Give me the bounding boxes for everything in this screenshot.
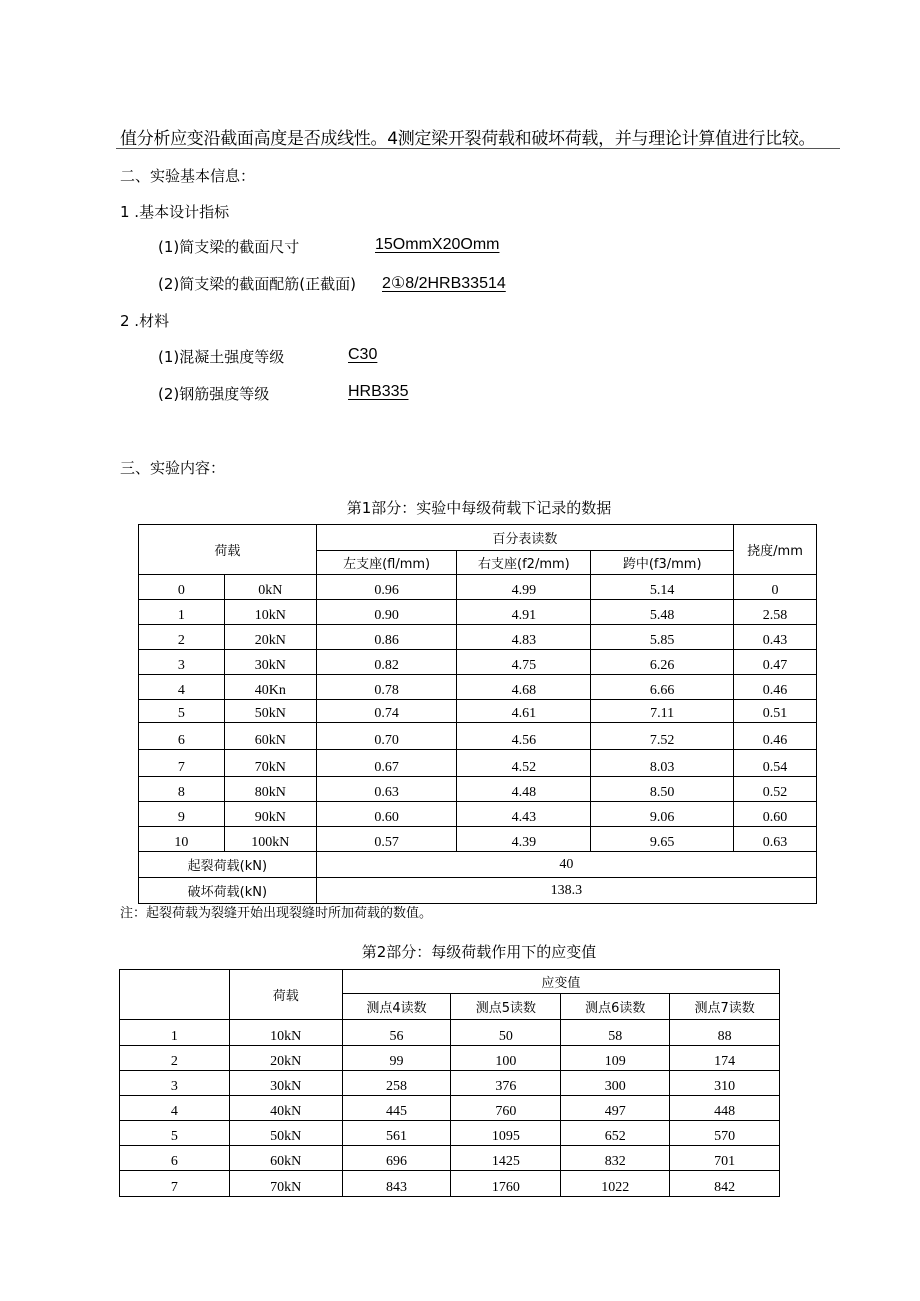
row-load: 10kN	[224, 600, 316, 625]
row-index: 4	[139, 675, 225, 700]
row-left-support: 0.82	[316, 650, 457, 675]
table1-header-midspan: 跨中(f3/mm)	[591, 551, 734, 575]
row-midspan: 8.50	[591, 777, 734, 802]
subsection-2-title: 2 .材料	[120, 312, 170, 330]
row-point4: 696	[342, 1146, 451, 1171]
row-left-support: 0.57	[316, 827, 457, 852]
row-deflection: 0	[734, 575, 817, 600]
row-index: 2	[139, 625, 225, 650]
table-row	[120, 1020, 780, 1046]
row-load: 30kN	[224, 650, 316, 675]
failure-load-label: 破坏荷载(kN)	[139, 878, 317, 904]
row-index: 6	[120, 1146, 230, 1171]
row-index: 10	[139, 827, 225, 852]
row-point4: 56	[342, 1020, 451, 1046]
row-right-support: 4.83	[457, 625, 591, 650]
row-midspan: 8.03	[591, 750, 734, 777]
table-row	[120, 1121, 780, 1146]
row-deflection: 0.47	[734, 650, 817, 675]
row-load: 50kN	[229, 1121, 342, 1146]
row-index: 3	[139, 650, 225, 675]
table1-header-load: 荷载	[139, 525, 317, 575]
row-left-support: 0.96	[316, 575, 457, 600]
row-deflection: 0.60	[734, 802, 817, 827]
row-left-support: 0.90	[316, 600, 457, 625]
row-point7: 88	[670, 1020, 780, 1046]
table-row	[139, 650, 817, 675]
row-midspan: 5.85	[591, 625, 734, 650]
row-load: 90kN	[224, 802, 316, 827]
row-point6: 300	[561, 1071, 670, 1096]
table1-header-right-support: 右支座(f2/mm)	[457, 551, 591, 575]
row-point6: 109	[561, 1046, 670, 1071]
row-point7: 310	[670, 1071, 780, 1096]
table2-header-point7: 测点7读数	[670, 994, 780, 1020]
row-index: 7	[120, 1171, 230, 1197]
row-left-support: 0.78	[316, 675, 457, 700]
row-right-support: 4.43	[457, 802, 591, 827]
table-row	[139, 600, 817, 625]
row-deflection: 0.63	[734, 827, 817, 852]
concrete-grade-value: C30	[348, 346, 378, 363]
table-row	[139, 675, 817, 700]
table2-header-strain: 应变值	[342, 970, 779, 994]
row-right-support: 4.52	[457, 750, 591, 777]
row-point6: 832	[561, 1146, 670, 1171]
row-left-support: 0.70	[316, 723, 457, 750]
table-row	[120, 1171, 780, 1197]
header-rule	[116, 148, 840, 149]
table2-header-load: 荷载	[229, 970, 342, 1020]
row-deflection: 0.52	[734, 777, 817, 802]
row-load: 60kN	[224, 723, 316, 750]
row-point7: 448	[670, 1096, 780, 1121]
row-index: 6	[139, 723, 225, 750]
row-left-support: 0.67	[316, 750, 457, 777]
section-2-title: 二、实验基本信息：	[120, 167, 256, 185]
beam-reinforcement-label: (2)简支梁的截面配筋(正截面)	[158, 275, 356, 293]
row-point4: 445	[342, 1096, 451, 1121]
row-midspan: 5.48	[591, 600, 734, 625]
row-deflection: 0.46	[734, 723, 817, 750]
table2-caption: 第2部分：每级荷载作用下的应变值	[361, 943, 597, 961]
table-row	[120, 1096, 780, 1121]
concrete-grade-label: (1)混凝土强度等级	[158, 348, 285, 366]
table-row	[139, 750, 817, 777]
row-load: 70kN	[224, 750, 316, 777]
table1-caption: 第1部分：实验中每级荷载下记录的数据	[346, 499, 612, 517]
row-right-support: 4.48	[457, 777, 591, 802]
row-point6: 652	[561, 1121, 670, 1146]
table1-header-gauge: 百分表读数	[316, 525, 733, 551]
row-index: 5	[120, 1121, 230, 1146]
row-index: 5	[139, 700, 225, 723]
row-point6: 1022	[561, 1171, 670, 1197]
row-point5: 50	[451, 1020, 561, 1046]
table1-header-left-support: 左支座(fl/mm)	[316, 551, 457, 575]
table1-note: 注：起裂荷载为裂缝开始出现裂缝时所加荷载的数值。	[120, 906, 433, 921]
row-load: 20kN	[224, 625, 316, 650]
row-load: 20kN	[229, 1046, 342, 1071]
row-load: 80kN	[224, 777, 316, 802]
row-load: 100kN	[224, 827, 316, 852]
row-point4: 843	[342, 1171, 451, 1197]
row-load: 10kN	[229, 1020, 342, 1046]
row-midspan: 6.26	[591, 650, 734, 675]
beam-section-size-value: 15OmmX20Omm	[375, 236, 500, 253]
row-deflection: 0.43	[734, 625, 817, 650]
row-midspan: 7.52	[591, 723, 734, 750]
table2-header-point4: 测点4读数	[342, 994, 451, 1020]
row-midspan: 7.11	[591, 700, 734, 723]
row-point7: 842	[670, 1171, 780, 1197]
row-left-support: 0.60	[316, 802, 457, 827]
table-row	[120, 1071, 780, 1096]
strain-table	[119, 969, 780, 1197]
row-left-support: 0.74	[316, 700, 457, 723]
row-point4: 99	[342, 1046, 451, 1071]
row-midspan: 9.65	[591, 827, 734, 852]
row-point7: 174	[670, 1046, 780, 1071]
steel-grade-label: (2)钢筋强度等级	[158, 385, 270, 403]
table2-header-point6: 测点6读数	[561, 994, 670, 1020]
row-right-support: 4.91	[457, 600, 591, 625]
table1-header-deflection: 挠度/mm	[734, 525, 817, 575]
row-right-support: 4.56	[457, 723, 591, 750]
row-midspan: 9.06	[591, 802, 734, 827]
row-right-support: 4.61	[457, 700, 591, 723]
row-deflection: 0.51	[734, 700, 817, 723]
row-left-support: 0.63	[316, 777, 457, 802]
row-load: 40kN	[229, 1096, 342, 1121]
row-point4: 258	[342, 1071, 451, 1096]
row-point5: 760	[451, 1096, 561, 1121]
row-point5: 1095	[451, 1121, 561, 1146]
row-index: 9	[139, 802, 225, 827]
row-right-support: 4.68	[457, 675, 591, 700]
subsection-1-title: 1 .基本设计指标	[120, 203, 230, 221]
row-index: 0	[139, 575, 225, 600]
steel-grade-value: HRB335	[348, 383, 409, 400]
row-index: 7	[139, 750, 225, 777]
row-right-support: 4.99	[457, 575, 591, 600]
beam-section-size-label: (1)简支梁的截面尺寸	[158, 238, 300, 256]
row-load: 0kN	[224, 575, 316, 600]
row-point7: 570	[670, 1121, 780, 1146]
table2-header-blank	[120, 970, 230, 1020]
row-left-support: 0.86	[316, 625, 457, 650]
row-load: 70kN	[229, 1171, 342, 1197]
row-deflection: 0.54	[734, 750, 817, 777]
table-row	[120, 1046, 780, 1071]
row-point7: 701	[670, 1146, 780, 1171]
row-index: 3	[120, 1071, 230, 1096]
row-index: 4	[120, 1096, 230, 1121]
row-deflection: 0.46	[734, 675, 817, 700]
crack-load-value: 40	[316, 852, 816, 878]
section-3-title: 三、实验内容：	[120, 459, 226, 477]
row-load: 40Kn	[224, 675, 316, 700]
table-row	[139, 575, 817, 600]
row-point6: 497	[561, 1096, 670, 1121]
row-index: 1	[120, 1020, 230, 1046]
table-row	[139, 625, 817, 650]
table-row	[120, 1146, 780, 1171]
row-point5: 376	[451, 1071, 561, 1096]
table-row	[139, 777, 817, 802]
row-index: 2	[120, 1046, 230, 1071]
row-load: 30kN	[229, 1071, 342, 1096]
row-point5: 1425	[451, 1146, 561, 1171]
table-row	[139, 827, 817, 852]
row-deflection: 2.58	[734, 600, 817, 625]
deflection-table	[138, 524, 817, 904]
table-row	[139, 700, 817, 723]
row-point5: 100	[451, 1046, 561, 1071]
row-index: 1	[139, 600, 225, 625]
crack-load-label: 起裂荷载(kN)	[139, 852, 317, 878]
beam-reinforcement-value: 2①8/2HRB33514	[382, 275, 506, 292]
table-row	[139, 723, 817, 750]
failure-load-value: 138.3	[316, 878, 816, 904]
row-right-support: 4.75	[457, 650, 591, 675]
row-point6: 58	[561, 1020, 670, 1046]
table2-header-point5: 测点5读数	[451, 994, 561, 1020]
row-midspan: 6.66	[591, 675, 734, 700]
intro-line: 值分析应变沿截面高度是否成线性。4测定梁开裂荷载和破坏荷载，并与理论计算值进行比较。	[120, 129, 816, 149]
row-load: 50kN	[224, 700, 316, 723]
row-midspan: 5.14	[591, 575, 734, 600]
row-index: 8	[139, 777, 225, 802]
row-point4: 561	[342, 1121, 451, 1146]
row-load: 60kN	[229, 1146, 342, 1171]
row-right-support: 4.39	[457, 827, 591, 852]
table-row	[139, 802, 817, 827]
row-point5: 1760	[451, 1171, 561, 1197]
